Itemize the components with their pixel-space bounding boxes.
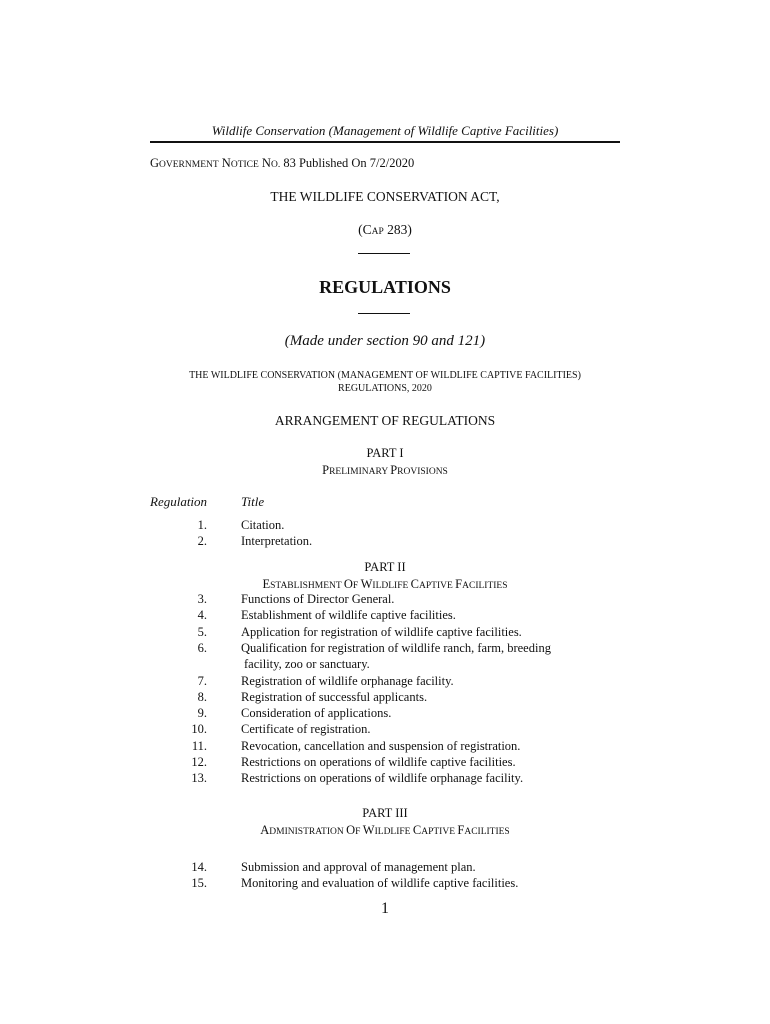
regulation-title: Registration of successful applicants.: [241, 689, 428, 704]
regulation-title: facility, zoo or sanctuary.: [244, 657, 370, 672]
regulation-number: 5.: [197, 624, 207, 639]
section-rule: [358, 253, 410, 254]
made-under-note: (Made under section 90 and 121): [284, 333, 486, 349]
running-header: Wildlife Conservation (Management of Wildlife Captive Facilities): [211, 123, 559, 138]
section-rule: [358, 313, 410, 314]
regulation-title: Restrictions on operations of wildlife orphanage facility.: [241, 771, 524, 786]
regulation-number: 2.: [197, 534, 207, 549]
regulation-number: 14.: [191, 860, 207, 874]
page-number: 1: [381, 900, 389, 917]
act-chapter: (CAP 283): [358, 222, 412, 237]
part-heading: PART II: [364, 560, 406, 574]
part-subtitle: ESTABLISHMENT OF WILDLIFE CAPTIVE FACILITIES: [262, 577, 508, 591]
regulation-title: Monitoring and evaluation of wildlife captive facilities.: [241, 876, 519, 891]
regulation-number: 6.: [197, 640, 207, 655]
column-heading-title: Title: [241, 494, 265, 509]
regulation-number: 1.: [197, 518, 207, 532]
regulation-number: 9.: [197, 706, 207, 721]
regulation-title: Restrictions on operations of wildlife captive facilities.: [241, 755, 516, 769]
long-title: THE WILDLIFE CONSERVATION (MANAGEMENT OF WILDLIFE CAPTIVE FACILITIES) REGULATIONS, 2020: [189, 370, 581, 394]
regulation-title: Qualification for registration of wildlife ranch, farm, breeding: [241, 640, 551, 655]
regulation-title: Consideration of applications.: [241, 706, 392, 721]
government-notice: GOVERNMENT NOTICE NO. 83 Published On 7/2/2020: [150, 156, 415, 170]
regulation-title: Submission and approval of management plan.: [241, 860, 476, 874]
regulation-number: 15.: [191, 876, 207, 891]
regulation-number: 4.: [197, 608, 207, 623]
regulations-heading: REGULATIONS: [319, 277, 451, 297]
regulation-number: 3.: [197, 592, 207, 606]
part-subtitle: PRELIMINARY PROVISIONS: [322, 463, 448, 477]
regulation-title: Application for registration of wildlife captive facilities.: [241, 624, 522, 639]
regulation-title: Interpretation.: [241, 534, 313, 549]
header-rule: [150, 141, 620, 143]
regulation-number: 8.: [197, 689, 207, 704]
part-heading: PART I: [366, 446, 404, 460]
regulation-number: 13.: [191, 771, 207, 786]
column-heading-regulation: Regulation: [150, 494, 208, 509]
regulation-title: Certificate of registration.: [241, 722, 371, 737]
part-subtitle: ADMINISTRATION OF WILDLIFE CAPTIVE FACILITIES: [260, 823, 510, 837]
regulation-title: Establishment of wildlife captive facilities.: [241, 608, 456, 623]
act-title: THE WILDLIFE CONSERVATION ACT,: [270, 189, 500, 204]
regulation-number: 12.: [191, 755, 207, 769]
part-heading: PART III: [362, 806, 408, 820]
regulation-number: 11.: [191, 738, 207, 753]
regulation-number: 10.: [191, 722, 207, 737]
regulation-title: Registration of wildlife orphanage facility.: [241, 673, 454, 688]
regulation-title: Revocation, cancellation and suspension of registration.: [241, 738, 521, 753]
arrangement-heading: ARRANGEMENT OF REGULATIONS: [274, 413, 496, 428]
regulation-number: 7.: [197, 673, 207, 688]
regulation-title: Functions of Director General.: [241, 592, 395, 606]
regulation-title: Citation.: [241, 518, 285, 532]
